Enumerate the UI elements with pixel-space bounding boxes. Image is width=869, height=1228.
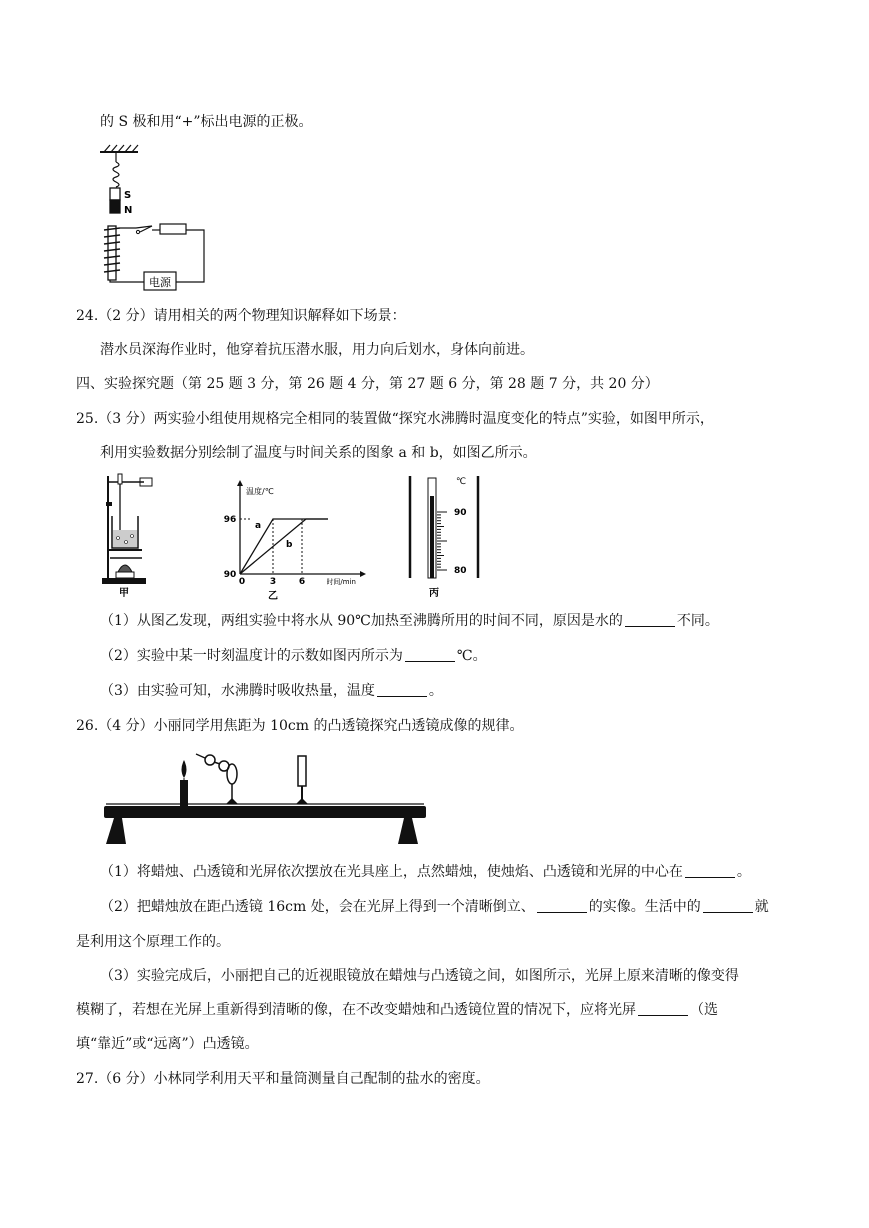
x-axis-label: 时间/min	[326, 578, 356, 586]
thermo-unit: ℃	[456, 477, 467, 487]
answer-blank[interactable]	[377, 682, 427, 697]
thermo-mark-80: 80	[454, 566, 467, 576]
x-tick-3: 3	[269, 577, 277, 587]
apparatus-figure-jia	[96, 472, 166, 600]
series-line-a	[240, 519, 328, 574]
x-tick-6: 6	[298, 577, 306, 587]
series-line-b	[240, 519, 328, 574]
fig-label-yi: 乙	[268, 591, 278, 602]
y-tick-90: 90	[223, 570, 237, 580]
x-tick-0: 0	[238, 577, 246, 587]
answer-blank[interactable]	[405, 647, 455, 662]
q26-sub-2-cont: 是利用这个原理工作的。	[76, 934, 230, 950]
q25-sub-1: （1）从图乙发现，两组实验中将水从 90℃加热至沸腾所用的时间不同，原因是水的 不同。	[100, 613, 719, 629]
answer-blank[interactable]	[703, 898, 753, 913]
q25-title: 25.（3 分）两实验小组使用规格完全相同的装置做“探究水沸腾时温度变化的特点”实验，如图甲所示，	[76, 411, 714, 427]
optical-bench-figure	[100, 748, 430, 848]
label-s: S	[124, 190, 132, 201]
series-b-label: b	[286, 540, 293, 550]
q26-sub-2: （2）把蜡烛放在距凸透镜 16cm 处，会在光屏上得到一个清晰倒立、 的实像。生活中的 就	[100, 899, 769, 915]
answer-blank[interactable]	[625, 612, 675, 627]
answer-blank[interactable]	[685, 863, 735, 878]
thermometer-figure-bing	[404, 474, 484, 602]
y-axis-label: 温度/℃	[246, 487, 274, 496]
q27-title: 27.（6 分）小林同学利用天平和量筒测量自己配制的盐水的密度。	[76, 1071, 490, 1087]
q24-body: 潜水员深海作业时，他穿着抗压潜水服，用力向后划水，身体向前进。	[100, 342, 534, 358]
thermo-mark-90: 90	[454, 508, 467, 518]
q25-sub-2: （2）实验中某一时刻温度计的示数如图丙所示为 ℃。	[100, 648, 487, 664]
section-4-title: 四、实验探究题（第 25 题 3 分，第 26 题 4 分，第 27 题 6 分，第 28 题 7 分，共 20 分）	[76, 376, 659, 392]
label-n: N	[124, 205, 133, 216]
power-label: 电源	[149, 276, 171, 289]
q26-sub-3: （3）实验完成后，小丽把自己的近视眼镜放在蜡烛与凸透镜之间，如图所示，光屏上原来清晰的像变得	[100, 968, 739, 984]
fig-label-jia: 甲	[119, 588, 129, 599]
q26-sub-1: （1）将蜡烛、凸透镜和光屏依次摆放在光具座上，点然蜡烛，使烛焰、凸透镜和光屏的中心在 。	[100, 864, 751, 880]
answer-blank[interactable]	[537, 898, 587, 913]
y-tick-96: 96	[223, 515, 237, 525]
q24-title: 24.（2 分）请用相关的两个物理知识解释如下场景：	[76, 308, 406, 324]
q26-sub-3-cont: 模糊了，若想在光屏上重新得到清晰的像，在不改变蜡烛和凸透镜位置的情况下，应将光屏 （选	[76, 1002, 718, 1018]
q25-title-2: 利用实验数据分别绘制了温度与时间关系的图象 a 和 b，如图乙所示。	[100, 445, 537, 461]
series-a-label: a	[255, 521, 262, 531]
q23-text: 的 S 极和用“+”标出电源的正极。	[100, 114, 313, 130]
q26-sub-3-end: 填“靠近”或“远离”）凸透镜。	[76, 1036, 259, 1052]
q25-sub-3: （3）由实验可知，水沸腾时吸收热量，温度 。	[100, 683, 443, 699]
q26-title: 26.（4 分）小丽同学用焦距为 10cm 的凸透镜探究凸透镜成像的规律。	[76, 718, 524, 734]
temperature-time-chart	[220, 478, 370, 602]
fig-label-bing: 丙	[429, 588, 439, 599]
solenoid-circuit-figure	[96, 142, 216, 292]
answer-blank[interactable]	[638, 1001, 688, 1016]
